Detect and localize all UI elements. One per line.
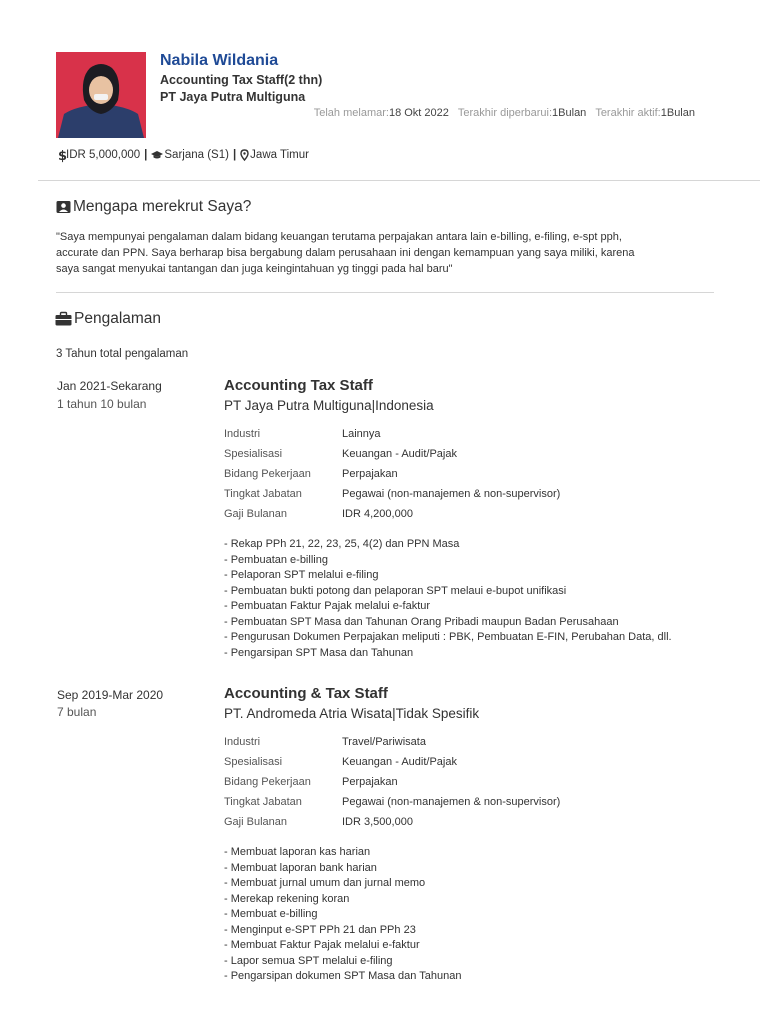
- detail-label: Bidang Pekerjaan: [224, 468, 311, 480]
- detail-label: Bidang Pekerjaan: [224, 776, 311, 788]
- detail-label: Spesialisasi: [224, 756, 283, 768]
- duty-item: - Pengarsipan dokumen SPT Masa dan Tahunan: [224, 970, 462, 982]
- detail-row: [224, 756, 560, 776]
- detail-value: Pegawai (non-manajemen & non-supervisor): [342, 488, 561, 500]
- detail-row: [224, 776, 560, 796]
- detail-value: Perpajakan: [342, 468, 398, 480]
- job-company: PT Jaya Putra Multiguna|Indonesia: [224, 398, 434, 413]
- graduation-cap-icon: [151, 150, 163, 160]
- detail-value: Lainnya: [342, 428, 381, 440]
- detail-row: [224, 508, 560, 528]
- detail-label: Industri: [224, 428, 261, 440]
- detail-row: [224, 468, 560, 488]
- location: Jawa Timur: [250, 149, 309, 161]
- job-title: Accounting & Tax Staff: [224, 685, 388, 702]
- divider: [38, 180, 760, 181]
- detail-value: Perpajakan: [342, 776, 398, 788]
- duty-item: - Membuat laporan bank harian: [224, 861, 377, 874]
- detail-row: [224, 796, 560, 816]
- detail-value: Pegawai (non-manajemen & non-supervisor): [342, 796, 561, 808]
- job-company: PT. Andromeda Atria Wisata|Tidak Spesifik: [224, 706, 480, 721]
- job-date-range: Sep 2019-Mar 2020: [57, 688, 164, 702]
- job-details: [224, 428, 560, 528]
- separator: |: [232, 149, 237, 161]
- detail-value: IDR 3,500,000: [342, 816, 413, 828]
- duty-item: - Pembuatan bukti potong dan pelaporan SPT melaui e-bupot unifikasi: [224, 584, 567, 597]
- active-value: 1Bulan: [660, 107, 695, 119]
- detail-value: Keuangan - Audit/Pajak: [342, 756, 457, 768]
- experience-title-text: Pengalaman: [74, 310, 162, 327]
- job-duties: [224, 845, 461, 985]
- active-label: Terakhir aktif:: [595, 107, 661, 119]
- why-hire-title-text: Mengapa merekrut Saya?: [73, 198, 252, 215]
- duty-item: - Pembuatan Faktur Pajak melalui e-faktur: [224, 600, 431, 612]
- duty-item: - Membuat Faktur Pajak melalui e-faktur: [224, 939, 420, 951]
- duty-item: - Pembuatan e-billing: [224, 553, 328, 566]
- divider: [56, 292, 714, 293]
- job-duration: 1 tahun 10 bulan: [57, 397, 147, 411]
- svg-text:$: $: [58, 149, 68, 164]
- updated-value: 1Bulan: [552, 107, 587, 119]
- total-experience: 3 Tahun total pengalaman: [56, 348, 189, 360]
- briefcase-icon: [55, 312, 72, 326]
- education-level: Sarjana (S1): [164, 149, 229, 161]
- applied-label: Telah melamar:: [313, 107, 389, 119]
- detail-label: Tingkat Jabatan: [224, 796, 302, 808]
- duty-item: - Merekap rekening koran: [224, 892, 350, 905]
- detail-row: [224, 736, 560, 756]
- detail-label: Industri: [224, 736, 261, 748]
- duty-item: - Lapor semua SPT melalui e-filing: [224, 954, 393, 967]
- current-company: PT Jaya Putra Multiguna: [160, 90, 306, 104]
- detail-row: [224, 428, 560, 448]
- detail-row: [224, 448, 560, 468]
- detail-value: IDR 4,200,000: [342, 508, 413, 520]
- expected-salary: IDR 5,000,000: [66, 149, 141, 161]
- detail-row: [224, 488, 560, 508]
- why-hire-section-title: [56, 198, 251, 216]
- detail-label: Gaji Bulanan: [224, 508, 287, 520]
- why-hire-text: "Saya mempunyai pengalaman dalam bidang keuangan terutama perpajakan antara lain e-billing, e-filing, e-spt pph, accurate dan PPN. Saya berharap bisa bergabung dalam perusahaan ini dengan kemampuan yang saya miliki, karena saya sangat menyukai tantangan dan juga keingintahuan yg tinggi pada hal baru": [56, 231, 635, 275]
- duty-item: - Pelaporan SPT melalui e-filing: [224, 569, 379, 581]
- duty-item: - Rekap PPh 21, 22, 23, 25, 4(2) dan PPN Masa: [224, 538, 460, 550]
- detail-value: Keuangan - Audit/Pajak: [342, 448, 457, 460]
- separator: |: [144, 149, 148, 161]
- updated-label: Terakhir diperbarui:: [457, 107, 553, 119]
- job-date-range: Jan 2021-Sekarang: [57, 379, 162, 393]
- job-title: Accounting Tax Staff: [224, 377, 373, 394]
- job-duration: 7 bulan: [57, 705, 97, 719]
- summary-line: [58, 148, 309, 162]
- job-details: [224, 736, 560, 836]
- detail-label: Gaji Bulanan: [224, 816, 287, 828]
- duty-item: - Membuat laporan kas harian: [224, 846, 371, 858]
- id-card-icon: [56, 200, 71, 214]
- dollar-icon: [58, 148, 68, 164]
- profile-photo: [56, 52, 146, 138]
- duty-item: - Membuat jurnal umum dan jurnal memo: [224, 877, 426, 889]
- duty-item: - Pembuatan SPT Masa dan Tahunan Orang Pribadi maupun Badan Perusahaan: [224, 615, 619, 628]
- candidate-name: Nabila Wildania: [160, 52, 279, 69]
- detail-label: Spesialisasi: [224, 448, 283, 460]
- detail-row: [224, 816, 560, 836]
- job-duties: [224, 537, 672, 661]
- current-position: Accounting Tax Staff(2 thn): [160, 73, 323, 87]
- experience-section-title: [55, 310, 161, 328]
- duty-item: - Membuat e-billing: [224, 908, 318, 920]
- location-pin-icon: [240, 149, 249, 161]
- duty-item: - Pengarsipan SPT Masa dan Tahunan: [224, 646, 414, 659]
- detail-value: Travel/Pariwisata: [342, 736, 426, 748]
- applied-value: 18 Okt 2022: [388, 107, 449, 119]
- activity-meta: [160, 107, 695, 119]
- duty-item: - Menginput e-SPT PPh 21 dan PPh 23: [224, 923, 416, 936]
- detail-label: Tingkat Jabatan: [224, 488, 302, 500]
- duty-item: - Pengurusan Dokumen Perpajakan meliputi : PBK, Pembuatan E-FIN, Perubahan Data, dll.: [224, 631, 672, 643]
